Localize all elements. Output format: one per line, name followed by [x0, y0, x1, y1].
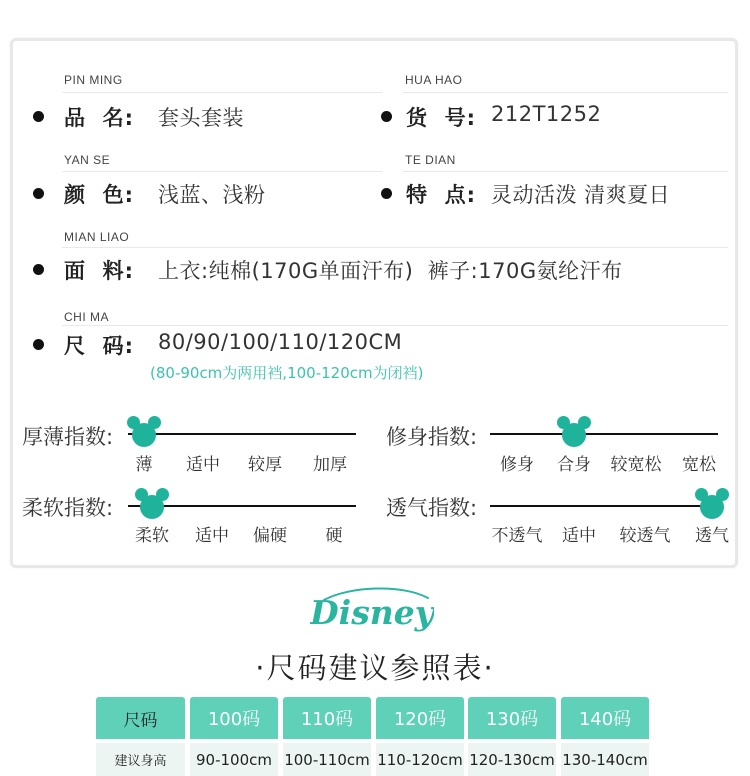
size-chart-height-label: 建议身高: [96, 743, 185, 776]
fit-index-title: 修身指数:: [386, 425, 478, 449]
name-label: 品 名:: [64, 106, 135, 130]
size-chart-height-130: 120-130cm: [468, 743, 556, 776]
fit-option-regular: 合身: [557, 455, 591, 475]
divider: [403, 171, 728, 172]
thickness-scale-line: [128, 433, 356, 435]
size-chart-height-140: 130-140cm: [561, 743, 649, 776]
softness-index-title: 柔软指数:: [22, 496, 114, 520]
disney-logo: [310, 584, 434, 636]
size-chart-title: ·尺码建议参照表·: [255, 651, 495, 685]
mickey-marker-icon: [695, 488, 729, 520]
bullet-icon: [33, 188, 44, 199]
pinyin-pin-ming: PIN MING: [64, 73, 123, 87]
name-value: 套头套装: [158, 106, 244, 130]
size-note: (80-90cm为两用裆,100-120cm为闭裆): [150, 364, 424, 382]
thickness-index-title: 厚薄指数:: [22, 425, 114, 449]
color-value: 浅蓝、浅粉: [158, 183, 266, 207]
size-label: 尺 码:: [64, 334, 135, 358]
size-chart-size-110: 110码: [283, 697, 371, 739]
fit-option-loose: 宽松: [682, 455, 716, 475]
breathability-option-medium: 适中: [562, 526, 596, 546]
breathability-scale-line: [490, 505, 718, 507]
fit-scale-line: [490, 433, 718, 435]
color-label: 颜 色:: [64, 183, 135, 207]
bullet-icon: [33, 339, 44, 350]
fabric-label: 面 料:: [64, 259, 135, 283]
disney-logo-text: Disney: [310, 593, 434, 632]
sku-label: 货 号:: [406, 106, 477, 130]
size-chart-size-140: 140码: [561, 697, 649, 739]
thickness-option-extra-thick: 加厚: [313, 455, 347, 475]
sku-value: 212T1252: [491, 102, 602, 126]
pinyin-yan-se: YAN SE: [64, 153, 111, 167]
feature-label: 特 点:: [406, 183, 477, 207]
bullet-icon: [33, 111, 44, 122]
fit-option-relaxed: 较宽松: [610, 455, 662, 475]
softness-option-medium: 适中: [195, 526, 229, 546]
thickness-option-thin: 薄: [135, 455, 153, 475]
bullet-icon: [381, 111, 392, 122]
size-chart-size-130: 130码: [468, 697, 556, 739]
bullet-icon: [33, 264, 44, 275]
size-chart-size-120: 120码: [376, 697, 464, 739]
softness-option-hard: 硬: [325, 526, 343, 546]
breathability-option-breathable: 透气: [695, 526, 729, 546]
softness-option-soft: 柔软: [135, 526, 169, 546]
fabric-value: 上衣:纯棉(170G单面汗布) 裤子:170G氨纶汗布: [158, 259, 623, 283]
mickey-marker-icon: [557, 416, 591, 448]
size-chart-size-100: 100码: [190, 697, 278, 739]
divider: [403, 92, 728, 93]
pinyin-te-dian: TE DIAN: [405, 153, 456, 167]
divider: [62, 247, 728, 248]
divider: [62, 171, 382, 172]
fit-option-slim: 修身: [500, 455, 534, 475]
size-chart-height-120: 110-120cm: [376, 743, 464, 776]
divider: [62, 92, 382, 93]
mickey-marker-icon: [135, 488, 169, 520]
softness-option-firm: 偏硬: [253, 526, 287, 546]
thickness-option-thick: 较厚: [248, 455, 282, 475]
mickey-marker-icon: [127, 416, 161, 448]
thickness-option-medium: 适中: [186, 455, 220, 475]
size-value: 80/90/100/110/120CM: [158, 330, 403, 354]
pinyin-chi-ma: CHI MA: [64, 310, 109, 324]
pinyin-hua-hao: HUA HAO: [405, 73, 463, 87]
size-chart-row-header: 尺码: [96, 697, 185, 739]
breathability-option-none: 不透气: [491, 526, 543, 546]
size-chart-height-110: 100-110cm: [283, 743, 371, 776]
feature-value: 灵动活泼 清爽夏日: [491, 183, 671, 207]
divider: [62, 325, 728, 326]
pinyin-mian-liao: MIAN LIAO: [64, 230, 130, 244]
bullet-icon: [381, 188, 392, 199]
breathability-option-good: 较透气: [619, 526, 671, 546]
breathability-index-title: 透气指数:: [386, 496, 478, 520]
size-chart-height-100: 90-100cm: [190, 743, 278, 776]
